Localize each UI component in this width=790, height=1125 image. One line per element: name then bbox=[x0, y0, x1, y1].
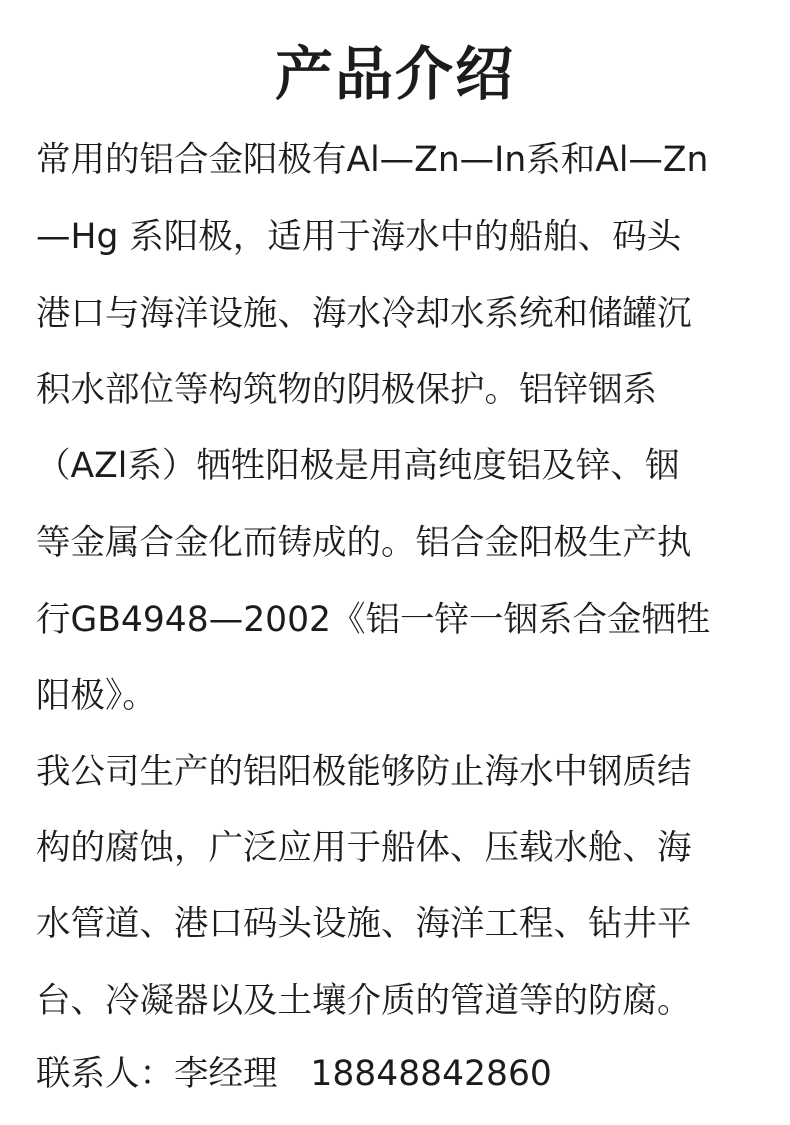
paragraph-line: 等金属合金化而铸成的。铝合金阳极生产执 bbox=[36, 523, 692, 563]
paragraph-line: —Hg 系阳极，适用于海水中的船舶、码头 bbox=[36, 217, 682, 257]
contact-info: 联系人：李经理 18848842860 bbox=[36, 1054, 552, 1094]
paragraph-line: 台、冷凝器以及土壤介质的管道等的防腐。 bbox=[36, 981, 692, 1021]
paragraph-line: 常用的铝合金阳极有Al—Zn—In系和Al—Zn bbox=[36, 140, 709, 180]
paragraph-line: 构的腐蚀，广泛应用于船体、压载水舱、海 bbox=[36, 828, 692, 868]
paragraph-line: 行GB4948—2002《铝一锌一铟系合金牺牲 bbox=[36, 600, 711, 640]
paragraph-line: 积水部位等构筑物的阴极保护。铝锌铟系 bbox=[36, 370, 657, 410]
paragraph-line: 港口与海洋设施、海水冷却水系统和储罐沉 bbox=[36, 294, 692, 334]
paragraph-line: 阳极》。 bbox=[36, 676, 157, 716]
paragraph-line: 我公司生产的铝阳极能够防止海水中钢质结 bbox=[36, 752, 692, 792]
paragraph-line: 水管道、港口码头设施、海洋工程、钻井平 bbox=[36, 904, 692, 944]
page-title: 产品介绍 bbox=[274, 40, 515, 108]
paragraph-line: （AZl系）牺牲阳极是用高纯度铝及锌、铟 bbox=[36, 446, 680, 486]
